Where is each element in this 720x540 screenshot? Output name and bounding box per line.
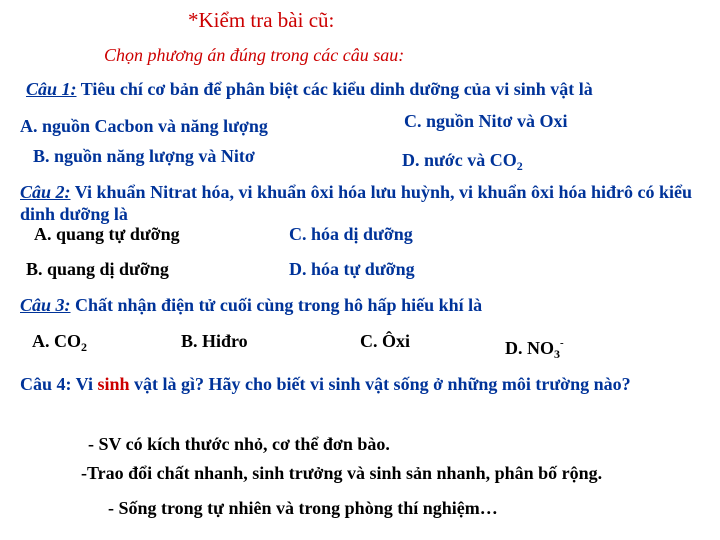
q3-option-d-superscript: - bbox=[560, 337, 564, 349]
q3-option-d-text: D. NO bbox=[505, 338, 554, 358]
slide-title: *Kiểm tra bài cũ: bbox=[188, 8, 335, 32]
question-2 bbox=[20, 181, 700, 225]
question-1 bbox=[26, 79, 593, 100]
q1-option-b: B. nguồn năng lượng và Nitơ bbox=[33, 146, 255, 166]
q1-option-c: C. nguồn Nitơ và Oxi bbox=[404, 111, 568, 131]
question-2-number: Câu 2: bbox=[20, 182, 71, 202]
q3-option-b: B. Hiđro bbox=[181, 331, 248, 351]
question-4-text-part1: Câu 4: Vi bbox=[20, 374, 98, 394]
question-1-text: Tiêu chí cơ bản để phân biệt các kiểu dinh dưỡng của vi sinh vật là bbox=[76, 79, 593, 99]
question-2-text: Vi khuẩn Nitrat hóa, vi khuẩn ôxi hóa lưu huỳnh, vi khuẩn ôxi hóa hiđrô có kiểu dinh dưỡng là bbox=[20, 182, 693, 224]
q2-option-a: A. quang tự dưỡng bbox=[34, 224, 180, 244]
question-4-text-part2: vật là gì? Hãy cho biết vi sinh vật sống ở những môi trường nào? bbox=[129, 374, 631, 394]
q3-option-d bbox=[505, 337, 564, 362]
q3-option-d-subscript: 3 bbox=[554, 347, 560, 361]
question-1-number: Câu 1: bbox=[26, 79, 77, 99]
question-3-number: Câu 3: bbox=[20, 295, 71, 315]
question-4 bbox=[20, 373, 700, 395]
q3-option-a bbox=[32, 331, 87, 355]
answer-line-2: -Trao đổi chất nhanh, sinh trưởng và sinh sản nhanh, phân bố rộng. bbox=[81, 463, 603, 483]
q1-option-d-text: D. nước và CO bbox=[402, 150, 517, 170]
q2-option-b: B. quang dị dưỡng bbox=[26, 259, 169, 279]
q1-option-d bbox=[402, 150, 523, 174]
q2-option-d: D. hóa tự dưỡng bbox=[289, 259, 415, 279]
q1-option-a: A. nguồn Cacbon và năng lượng bbox=[20, 116, 268, 136]
q3-option-a-subscript: 2 bbox=[81, 340, 87, 354]
q2-option-c: C. hóa dị dưỡng bbox=[289, 224, 413, 244]
q1-option-d-subscript: 2 bbox=[516, 159, 523, 173]
answer-line-3: - Sống trong tự nhiên và trong phòng thí nghiệm… bbox=[108, 498, 498, 518]
question-3-text: Chất nhận điện tử cuối cùng trong hô hấp hiếu khí là bbox=[70, 295, 483, 315]
answer-line-1: - SV có kích thước nhỏ, cơ thể đơn bào. bbox=[88, 434, 390, 454]
q3-option-c: C. Ôxi bbox=[360, 331, 411, 351]
q3-option-a-text: A. CO bbox=[32, 331, 81, 351]
instruction-subtitle: Chọn phương án đúng trong các câu sau: bbox=[104, 45, 405, 65]
question-4-text-highlight: sinh bbox=[97, 374, 130, 394]
question-3 bbox=[20, 295, 482, 316]
